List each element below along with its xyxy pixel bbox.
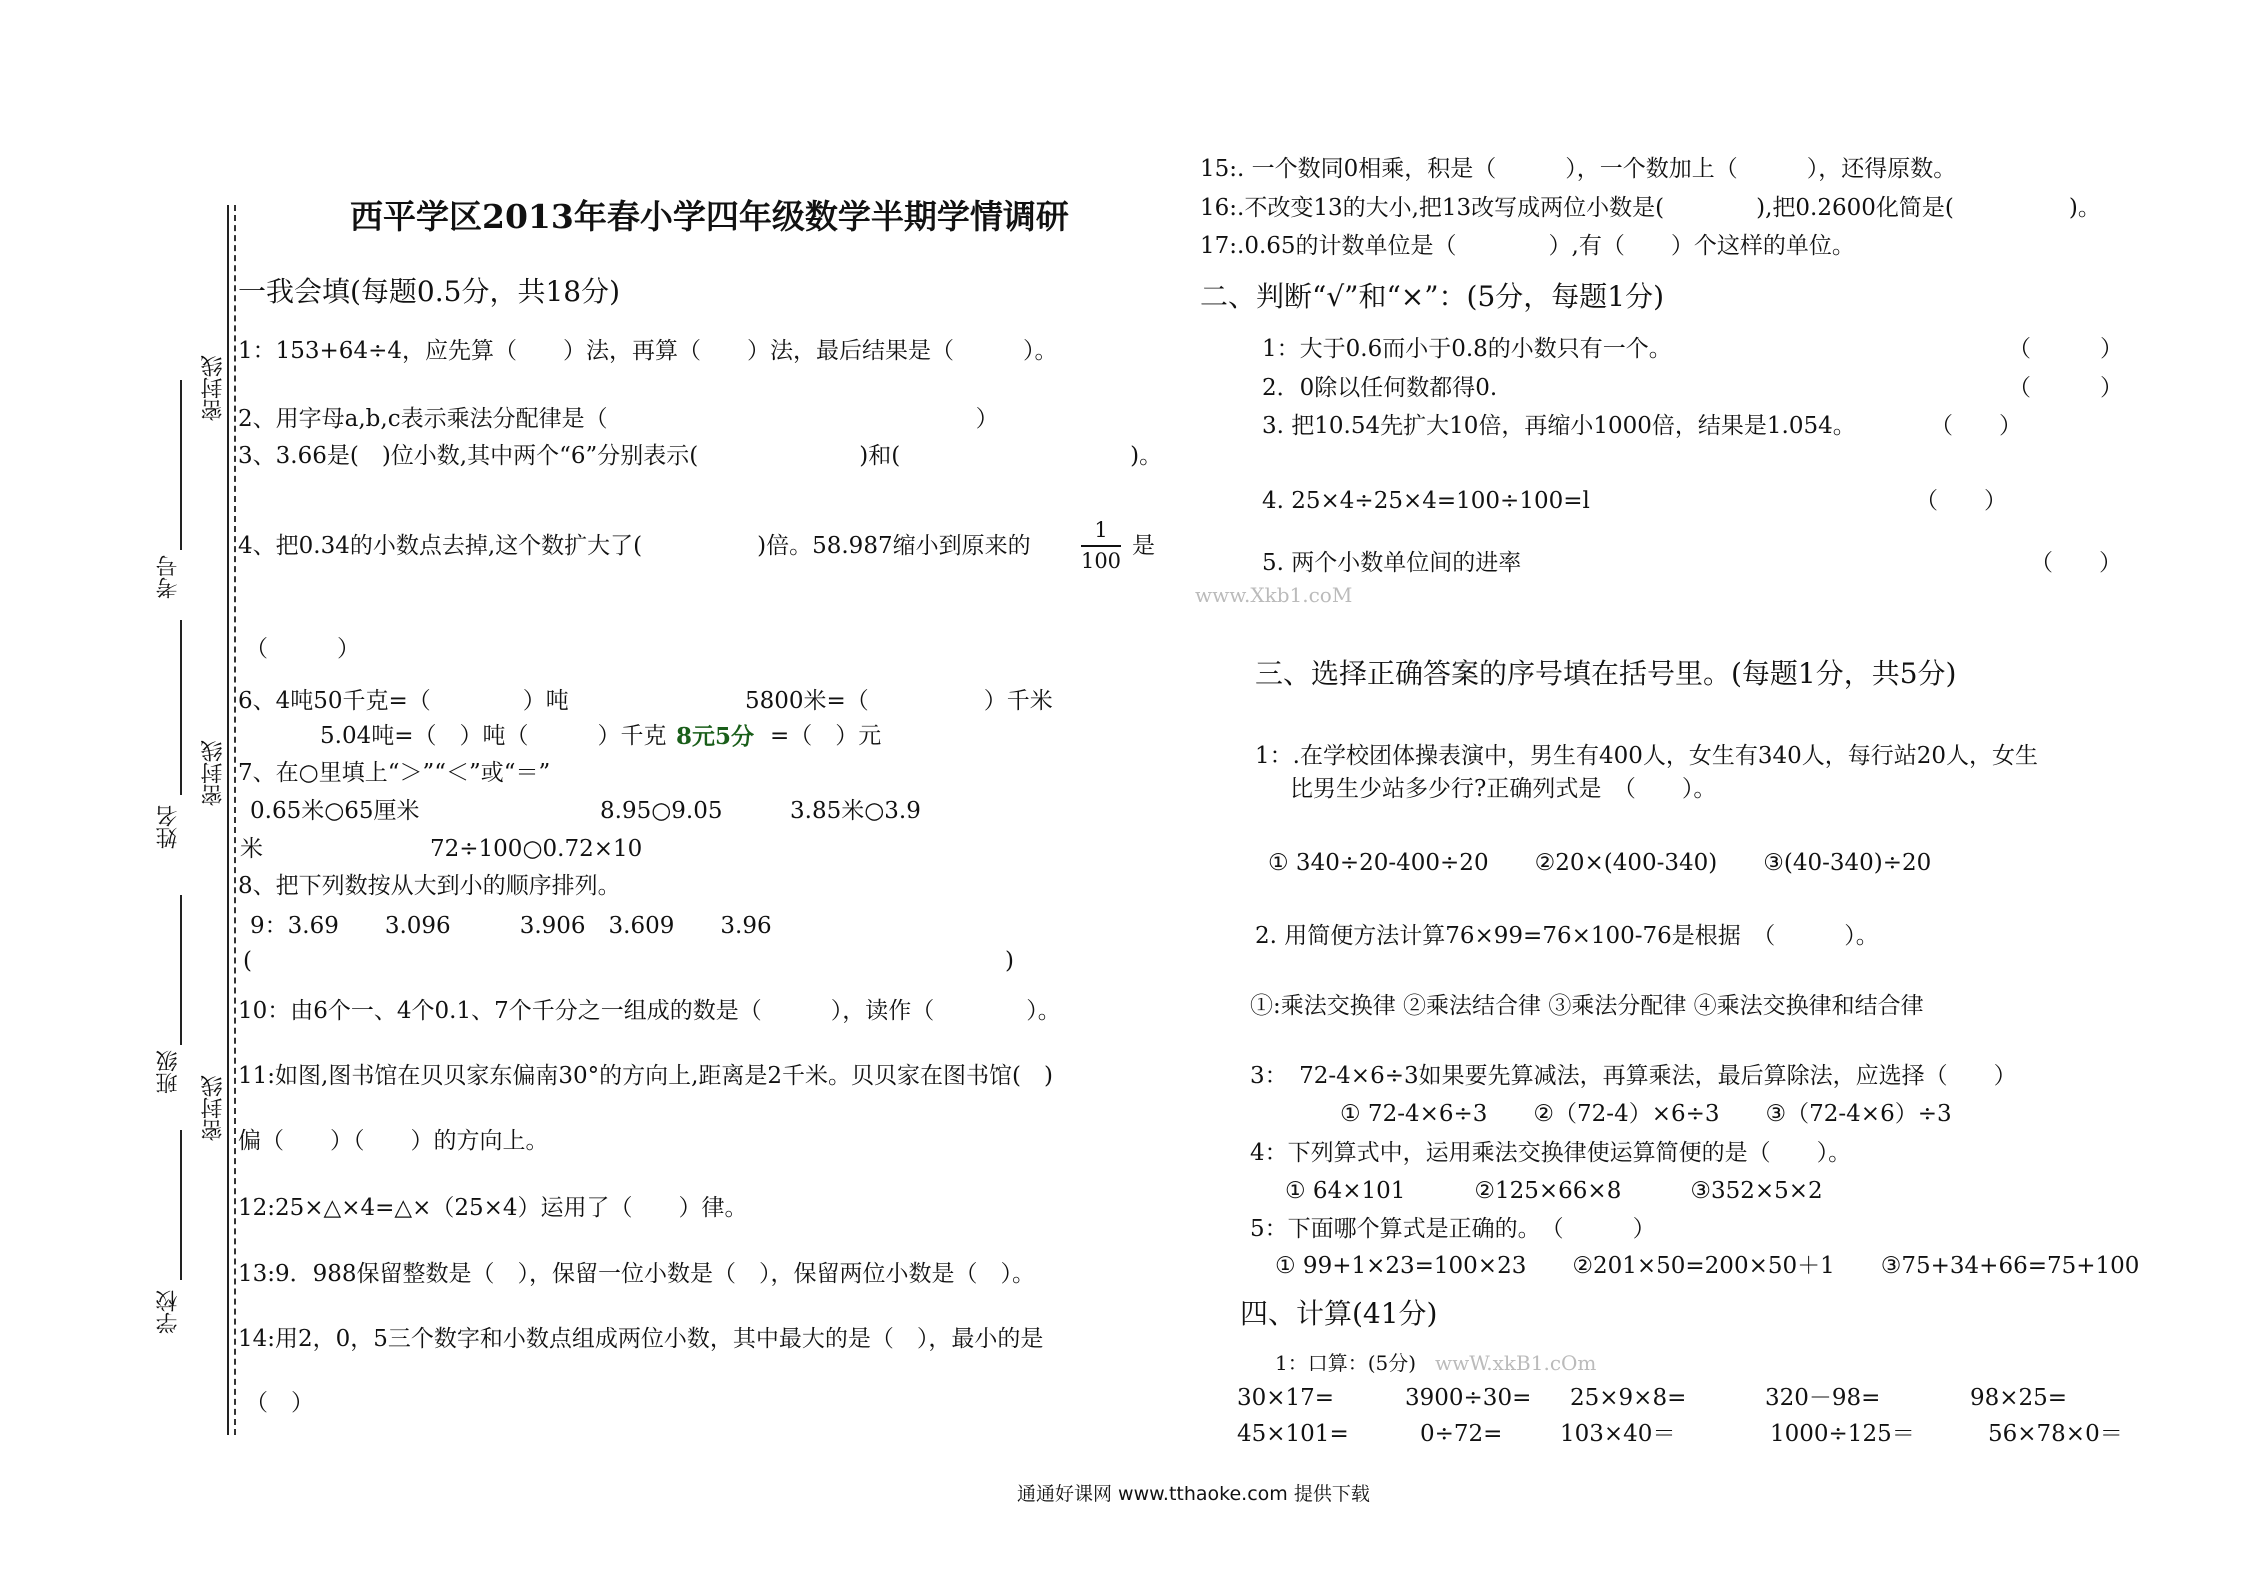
question-13: 13:9．988保留整数是（ ），保留一位小数是（ ），保留两位小数是（ ）。 [238, 1261, 1036, 1287]
question-2: 2、用字母a,b,c表示乘法分配律是（ ） [238, 406, 999, 432]
judge-item-4: 4. 25×4÷25×4=100÷100=l [1262, 488, 1590, 514]
page-title: 西平学区2013年春小学四年级数学半期学情调研 [350, 197, 1069, 236]
choice-2-options: ①:乘法交换律 ②乘法结合律 ③乘法分配律 ④乘法交换律和结合律 [1250, 993, 1924, 1019]
seal-line-label-1: 密封线 [201, 355, 226, 421]
question-9-open: ( [243, 948, 252, 974]
calc-r2-1: 45×101= [1237, 1421, 1349, 1447]
oral-calc-label: 1：口算：(5分) [1275, 1351, 1417, 1375]
fraction-numerator: 1 [1094, 518, 1108, 542]
judge-item-2-blank: （ ） [2008, 375, 2123, 401]
question-11-b: 偏（ ）（ ）的方向上。 [238, 1128, 549, 1154]
question-7: 7、在○里填上“＞”“＜”或“＝” [238, 760, 551, 786]
field-line-school [180, 1130, 182, 1280]
field-line-exam-no [180, 380, 182, 550]
question-10: 10：由6个一、4个0.1、7个千分之一组成的数是（ ），读作（ ）。 [238, 998, 1061, 1024]
judge-item-3-blank: （ ） [1930, 413, 2022, 439]
question-6-line1b: 5800米=（ ）千米 [745, 688, 1053, 714]
judge-item-2: 2．0除以任何数都得0. [1262, 375, 1498, 401]
question-16: 16:.不改变13的大小,把13改写成两位小数是( ),把0.2600化简是( )。 [1200, 195, 2101, 221]
section3-heading: 三、选择正确答案的序号填在括号里。(每题1分，共5分) [1255, 657, 1957, 690]
question-7-b: 8.95○9.05 [600, 798, 723, 824]
choice-1-options: ① 340÷20-400÷20 ②20×(400-340) ③(40-340)÷20 [1268, 850, 1932, 876]
field-name: 姓名 [156, 805, 181, 849]
seal-line-label-3: 密封线 [201, 1075, 226, 1141]
question-3: 3、3.66是( )位小数,其中两个“6”分别表示( )和( )。 [238, 443, 1163, 469]
question-6-line2a: 5.04吨=（ ）吨（ ）千克 [320, 723, 667, 749]
choice-4: 4：下列算式中，运用乘法交换律使运算简便的是（ ）。 [1250, 1140, 1852, 1166]
choice-3: 3： 72-4×6÷3如果要先算减法，再算乘法，最后算除法，应选择（ ） [1250, 1063, 2017, 1089]
question-6-line2b: 8元5分 [676, 723, 755, 750]
choice-4-options: ① 64×101 ②125×66×8 ③352×5×2 [1285, 1178, 1823, 1204]
calc-r1-5: 98×25= [1970, 1385, 2068, 1411]
section1-heading: 一我会填(每题0.5分，共18分) [238, 275, 621, 308]
judge-item-4-blank: （ ） [1915, 488, 2007, 514]
question-4-tail: 是 [1132, 533, 1155, 559]
field-line-name [180, 620, 182, 795]
choice-5: 5：下面哪个算式是正确的。 （ ） [1250, 1216, 1656, 1242]
judge-item-1-blank: （ ） [2008, 336, 2123, 362]
question-15: 15:. 一个数同0相乘，积是（ ），一个数加上（ ），还得原数。 [1200, 156, 1957, 182]
seal-line-label-2: 密封线 [201, 740, 226, 806]
calc-r1-1: 30×17= [1237, 1385, 1335, 1411]
field-exam-number: 考号 [156, 555, 181, 599]
binding-solid-line [227, 205, 229, 1435]
question-7-a: 0.65米○65厘米 [250, 798, 420, 824]
question-1: 1：153+64÷4，应先算（ ）法，再算（ ）法，最后结果是（ ）。 [238, 338, 1058, 364]
section4-heading: 四、计算(41分) [1240, 1297, 1438, 1330]
field-school: 学校 [156, 1290, 181, 1334]
question-4: 4、把0.34的小数点去掉,这个数扩大了( )倍。58.987缩小到原来的 [238, 533, 1031, 559]
judge-item-5: 5. 两个小数单位间的进率 [1262, 550, 1522, 576]
calc-r1-3: 25×9×8= [1570, 1385, 1687, 1411]
binding-dashed-line [234, 205, 236, 1435]
choice-5-options: ① 99+1×23=100×23 ②201×50=200×50＋1 ③75+34+66=75+100 [1275, 1253, 2140, 1279]
footer-source: 通通好课网 www.tthaoke.com 提供下载 [1017, 1483, 1370, 1505]
section2-heading: 二、判断“√”和“×”：(5分，每题1分) [1200, 280, 1665, 313]
choice-3-options: ① 72-4×6÷3 ②（72-4）×6÷3 ③（72-4×6）÷3 [1340, 1101, 1952, 1127]
question-7-d: 米 [240, 836, 263, 862]
field-class: 班级 [156, 1050, 181, 1094]
fraction-one-hundredth [1076, 520, 1126, 572]
calc-r2-5: 56×78×0＝ [1988, 1421, 2123, 1447]
choice-1-a: 1：.在学校团体操表演中，男生有400人，女生有340人，每行站20人，女生 [1255, 743, 2039, 769]
question-17: 17:.0.65的计数单位是（ ）,有（ ）个这样的单位。 [1200, 233, 1855, 259]
question-7-e: 72÷100○0.72×10 [430, 836, 643, 862]
calc-r1-2: 3900÷30= [1405, 1385, 1532, 1411]
watermark-1: www.Xkb1.coM [1195, 583, 1353, 607]
calc-r2-2: 0÷72= [1420, 1421, 1503, 1447]
judge-item-1: 1：大于0.6而小于0.8的小数只有一个。 [1262, 336, 1672, 362]
question-6-line1a: 6、4吨50千克=（ ）吨 [238, 688, 569, 714]
fraction-denominator: 100 [1080, 549, 1122, 573]
judge-item-5-blank: （ ） [2030, 550, 2122, 576]
question-6-line2c: =（ ）元 [770, 723, 882, 749]
watermark-2: wwW.xkB1.cOm [1435, 1351, 1597, 1375]
question-9-close: ) [1005, 948, 1014, 974]
choice-2: 2. 用简便方法计算76×99=76×100-76是根据 （ ）。 [1255, 923, 1879, 949]
question-9: 9：3.69 3.096 3.906 3.609 3.96 [250, 913, 772, 939]
question-7-c: 3.85米○3.9 [790, 798, 921, 824]
choice-1-b: 比男生少站多少行?正确列式是 （ ）。 [1290, 776, 1717, 802]
fraction-bar [1081, 545, 1121, 547]
field-line-class [180, 895, 182, 1045]
judge-item-3: 3. 把10.54先扩大10倍，再缩小1000倍，结果是1.054。 [1262, 413, 1856, 439]
calc-r2-4: 1000÷125＝ [1770, 1421, 1915, 1447]
calc-r1-4: 320－98= [1765, 1385, 1881, 1411]
question-4-blank: （ ） [245, 636, 360, 662]
question-14-blank: （ ） [245, 1390, 314, 1416]
question-8: 8、把下列数按从大到小的顺序排列。 [238, 873, 621, 899]
question-12: 12:25×△×4=△×（25×4）运用了（ ）律。 [238, 1195, 748, 1221]
question-14: 14:用2，0，5三个数字和小数点组成两位小数，其中最大的是（ ），最小的是 [238, 1326, 1044, 1352]
question-11-a: 11:如图,图书馆在贝贝家东偏南30°的方向上,距离是2千米。贝贝家在图书馆( ) [238, 1063, 1053, 1089]
calc-r2-3: 103×40＝ [1560, 1421, 1676, 1447]
